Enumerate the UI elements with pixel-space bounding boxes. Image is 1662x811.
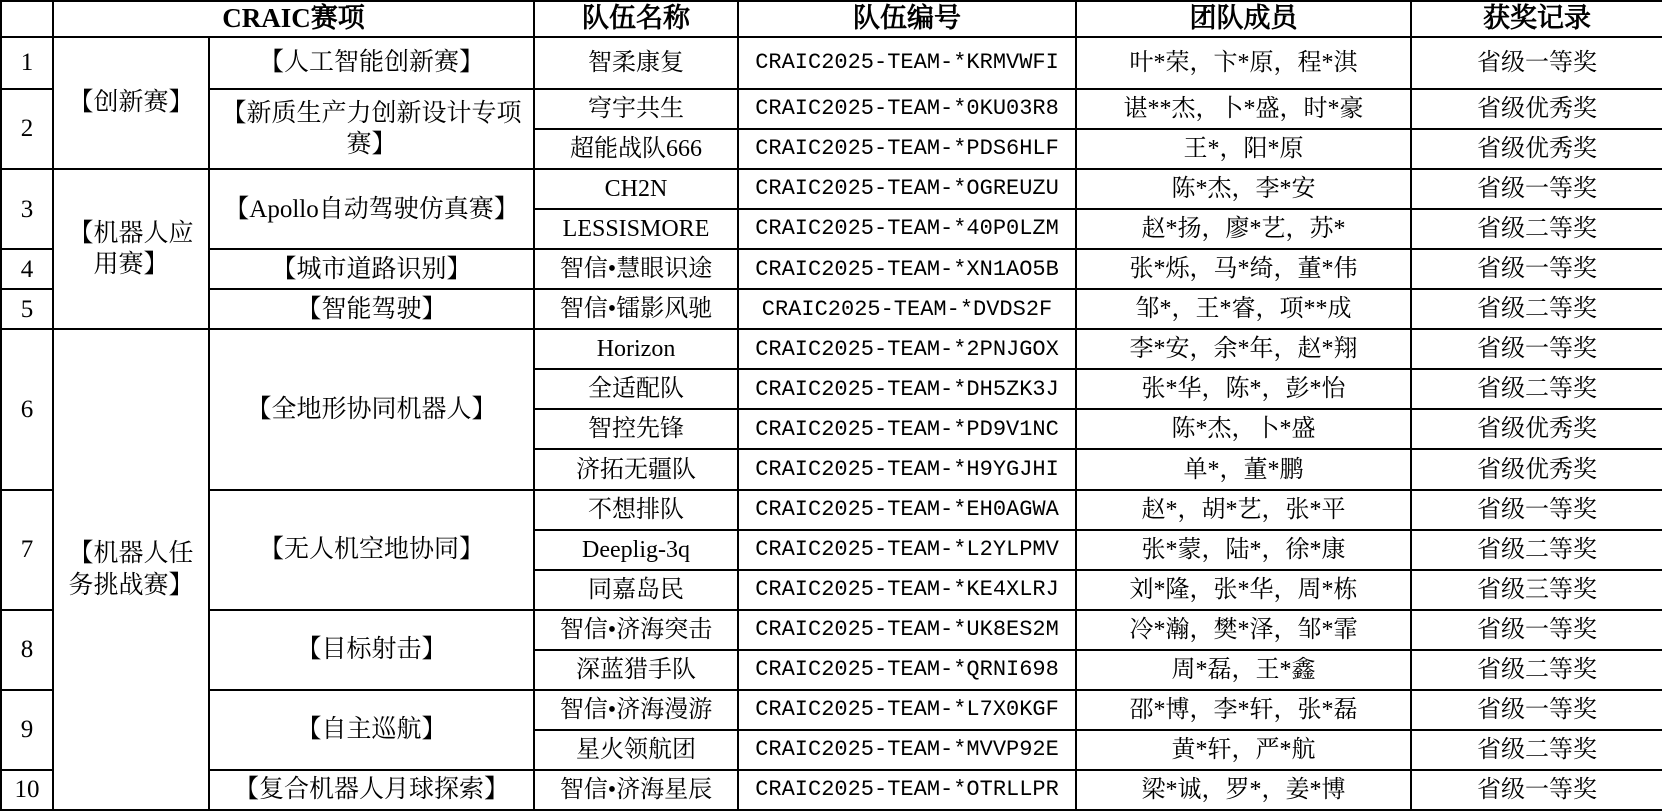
team-code-cell: CRAIC2025-TEAM-*PDS6HLF xyxy=(738,129,1076,169)
header-members: 团队成员 xyxy=(1076,1,1411,37)
table-row xyxy=(1,490,1662,530)
header-team-code: 队伍编号 xyxy=(738,1,1076,37)
members-cell: 刘*隆，张*华，周*栋 xyxy=(1076,570,1411,610)
team-code-cell: CRAIC2025-TEAM-*DVDS2F xyxy=(738,289,1076,329)
award-cell: 省级二等奖 xyxy=(1411,369,1662,409)
event-name-cell: 【城市道路识别】 xyxy=(209,249,534,289)
row-number: 6 xyxy=(1,329,53,489)
award-cell: 省级一等奖 xyxy=(1411,37,1662,89)
event-name-cell: 【全地形协同机器人】 xyxy=(209,329,534,489)
team-code-cell: CRAIC2025-TEAM-*OTRLLPR xyxy=(738,770,1076,810)
members-cell: 张*华，陈*，彭*怡 xyxy=(1076,369,1411,409)
team-code-cell: CRAIC2025-TEAM-*40P0LZM xyxy=(738,209,1076,249)
category-cell: 【创新赛】 xyxy=(53,37,209,169)
team-name-cell: 智信•济海星辰 xyxy=(534,770,738,810)
team-name-cell: 智控先锋 xyxy=(534,409,738,449)
team-code-cell: CRAIC2025-TEAM-*2PNJGOX xyxy=(738,329,1076,369)
team-code-cell: CRAIC2025-TEAM-*MVVP92E xyxy=(738,730,1076,770)
team-code-cell: CRAIC2025-TEAM-*KRMVWFI xyxy=(738,37,1076,89)
team-code-cell: CRAIC2025-TEAM-*UK8ES2M xyxy=(738,610,1076,650)
team-name-cell: 穹宇共生 xyxy=(534,89,738,129)
award-cell: 省级优秀奖 xyxy=(1411,129,1662,169)
award-cell: 省级一等奖 xyxy=(1411,690,1662,730)
header-row xyxy=(1,1,1662,37)
members-cell: 赵*，胡*艺，张*平 xyxy=(1076,490,1411,530)
team-code-cell: CRAIC2025-TEAM-*KE4XLRJ xyxy=(738,570,1076,610)
award-cell: 省级二等奖 xyxy=(1411,650,1662,690)
team-name-cell: Horizon xyxy=(534,329,738,369)
team-code-cell: CRAIC2025-TEAM-*L7X0KGF xyxy=(738,690,1076,730)
event-name-cell: 【智能驾驶】 xyxy=(209,289,534,329)
event-name-cell: 【新质生产力创新设计专项赛】 xyxy=(209,89,534,169)
members-cell: 陈*杰，李*安 xyxy=(1076,169,1411,209)
award-cell: 省级一等奖 xyxy=(1411,490,1662,530)
members-cell: 张*烁，马*绮，董*伟 xyxy=(1076,249,1411,289)
members-cell: 邹*，王*睿，项**成 xyxy=(1076,289,1411,329)
team-name-cell: LESSISMORE xyxy=(534,209,738,249)
team-code-cell: CRAIC2025-TEAM-*DH5ZK3J xyxy=(738,369,1076,409)
award-cell: 省级优秀奖 xyxy=(1411,449,1662,489)
row-number: 5 xyxy=(1,289,53,329)
team-name-cell: 智信•济海漫游 xyxy=(534,690,738,730)
table-body xyxy=(1,37,1662,810)
category-cell: 【机器人应用赛】 xyxy=(53,169,209,329)
team-name-cell: 济拓无疆队 xyxy=(534,449,738,489)
team-name-cell: 同嘉岛民 xyxy=(534,570,738,610)
table-row xyxy=(1,169,1662,209)
row-number: 9 xyxy=(1,690,53,770)
team-code-cell: CRAIC2025-TEAM-*EH0AGWA xyxy=(738,490,1076,530)
team-name-cell: 深蓝猎手队 xyxy=(534,650,738,690)
table-row xyxy=(1,770,1662,810)
members-cell: 黄*轩，严*航 xyxy=(1076,730,1411,770)
award-cell: 省级一等奖 xyxy=(1411,770,1662,810)
table-row xyxy=(1,289,1662,329)
team-code-cell: CRAIC2025-TEAM-*PD9V1NC xyxy=(738,409,1076,449)
table-row xyxy=(1,690,1662,730)
members-cell: 邵*博，李*轩，张*磊 xyxy=(1076,690,1411,730)
event-name-cell: 【人工智能创新赛】 xyxy=(209,37,534,89)
members-cell: 张*蒙，陆*，徐*康 xyxy=(1076,530,1411,570)
team-code-cell: CRAIC2025-TEAM-*L2YLPMV xyxy=(738,530,1076,570)
members-cell: 李*安，余*年，赵*翔 xyxy=(1076,329,1411,369)
event-name-cell: 【自主巡航】 xyxy=(209,690,534,770)
award-cell: 省级二等奖 xyxy=(1411,530,1662,570)
row-number: 2 xyxy=(1,89,53,169)
team-name-cell: 全适配队 xyxy=(534,369,738,409)
team-name-cell: 星火领航团 xyxy=(534,730,738,770)
members-cell: 单*，董*鹏 xyxy=(1076,449,1411,489)
members-cell: 陈*杰，卜*盛 xyxy=(1076,409,1411,449)
members-cell: 叶*荣，卞*原，程*淇 xyxy=(1076,37,1411,89)
team-code-cell: CRAIC2025-TEAM-*0KU03R8 xyxy=(738,89,1076,129)
event-name-cell: 【目标射击】 xyxy=(209,610,534,690)
header-index-cell xyxy=(1,1,53,37)
team-name-cell: Deeplig-3q xyxy=(534,530,738,570)
header-team-name: 队伍名称 xyxy=(534,1,738,37)
team-code-cell: CRAIC2025-TEAM-*XN1AO5B xyxy=(738,249,1076,289)
table-row xyxy=(1,89,1662,129)
members-cell: 谌**杰，卜*盛，时*豪 xyxy=(1076,89,1411,129)
award-cell: 省级一等奖 xyxy=(1411,329,1662,369)
row-number: 4 xyxy=(1,249,53,289)
award-cell: 省级二等奖 xyxy=(1411,289,1662,329)
event-name-cell: 【Apollo自动驾驶仿真赛】 xyxy=(209,169,534,249)
table-row xyxy=(1,249,1662,289)
team-name-cell: 智信•慧眼识途 xyxy=(534,249,738,289)
team-code-cell: CRAIC2025-TEAM-*OGREUZU xyxy=(738,169,1076,209)
event-name-cell: 【复合机器人月球探索】 xyxy=(209,770,534,810)
row-number: 8 xyxy=(1,610,53,690)
category-cell: 【机器人任务挑战赛】 xyxy=(53,329,209,810)
row-number: 10 xyxy=(1,770,53,810)
table-row xyxy=(1,37,1662,89)
table-row xyxy=(1,610,1662,650)
event-name-cell: 【无人机空地协同】 xyxy=(209,490,534,610)
team-name-cell: 超能战队666 xyxy=(534,129,738,169)
row-number: 1 xyxy=(1,37,53,89)
award-cell: 省级优秀奖 xyxy=(1411,89,1662,129)
members-cell: 梁*诚，罗*，姜*博 xyxy=(1076,770,1411,810)
team-name-cell: 智信•镭影风驰 xyxy=(534,289,738,329)
team-code-cell: CRAIC2025-TEAM-*H9YGJHI xyxy=(738,449,1076,489)
table-row xyxy=(1,329,1662,369)
members-cell: 周*磊，王*鑫 xyxy=(1076,650,1411,690)
row-number: 7 xyxy=(1,490,53,610)
header-craic-event: CRAIC赛项 xyxy=(53,1,534,37)
team-name-cell: CH2N xyxy=(534,169,738,209)
members-cell: 冷*瀚，樊*泽，邹*霏 xyxy=(1076,610,1411,650)
award-cell: 省级二等奖 xyxy=(1411,209,1662,249)
award-cell: 省级三等奖 xyxy=(1411,570,1662,610)
header-award: 获奖记录 xyxy=(1411,1,1662,37)
award-cell: 省级一等奖 xyxy=(1411,249,1662,289)
row-number: 3 xyxy=(1,169,53,249)
team-name-cell: 智柔康复 xyxy=(534,37,738,89)
team-name-cell: 不想排队 xyxy=(534,490,738,530)
award-cell: 省级一等奖 xyxy=(1411,610,1662,650)
members-cell: 王*，阳*原 xyxy=(1076,129,1411,169)
team-name-cell: 智信•济海突击 xyxy=(534,610,738,650)
award-cell: 省级优秀奖 xyxy=(1411,409,1662,449)
members-cell: 赵*扬，廖*艺，苏* xyxy=(1076,209,1411,249)
team-code-cell: CRAIC2025-TEAM-*QRNI698 xyxy=(738,650,1076,690)
award-cell: 省级二等奖 xyxy=(1411,730,1662,770)
award-cell: 省级一等奖 xyxy=(1411,169,1662,209)
